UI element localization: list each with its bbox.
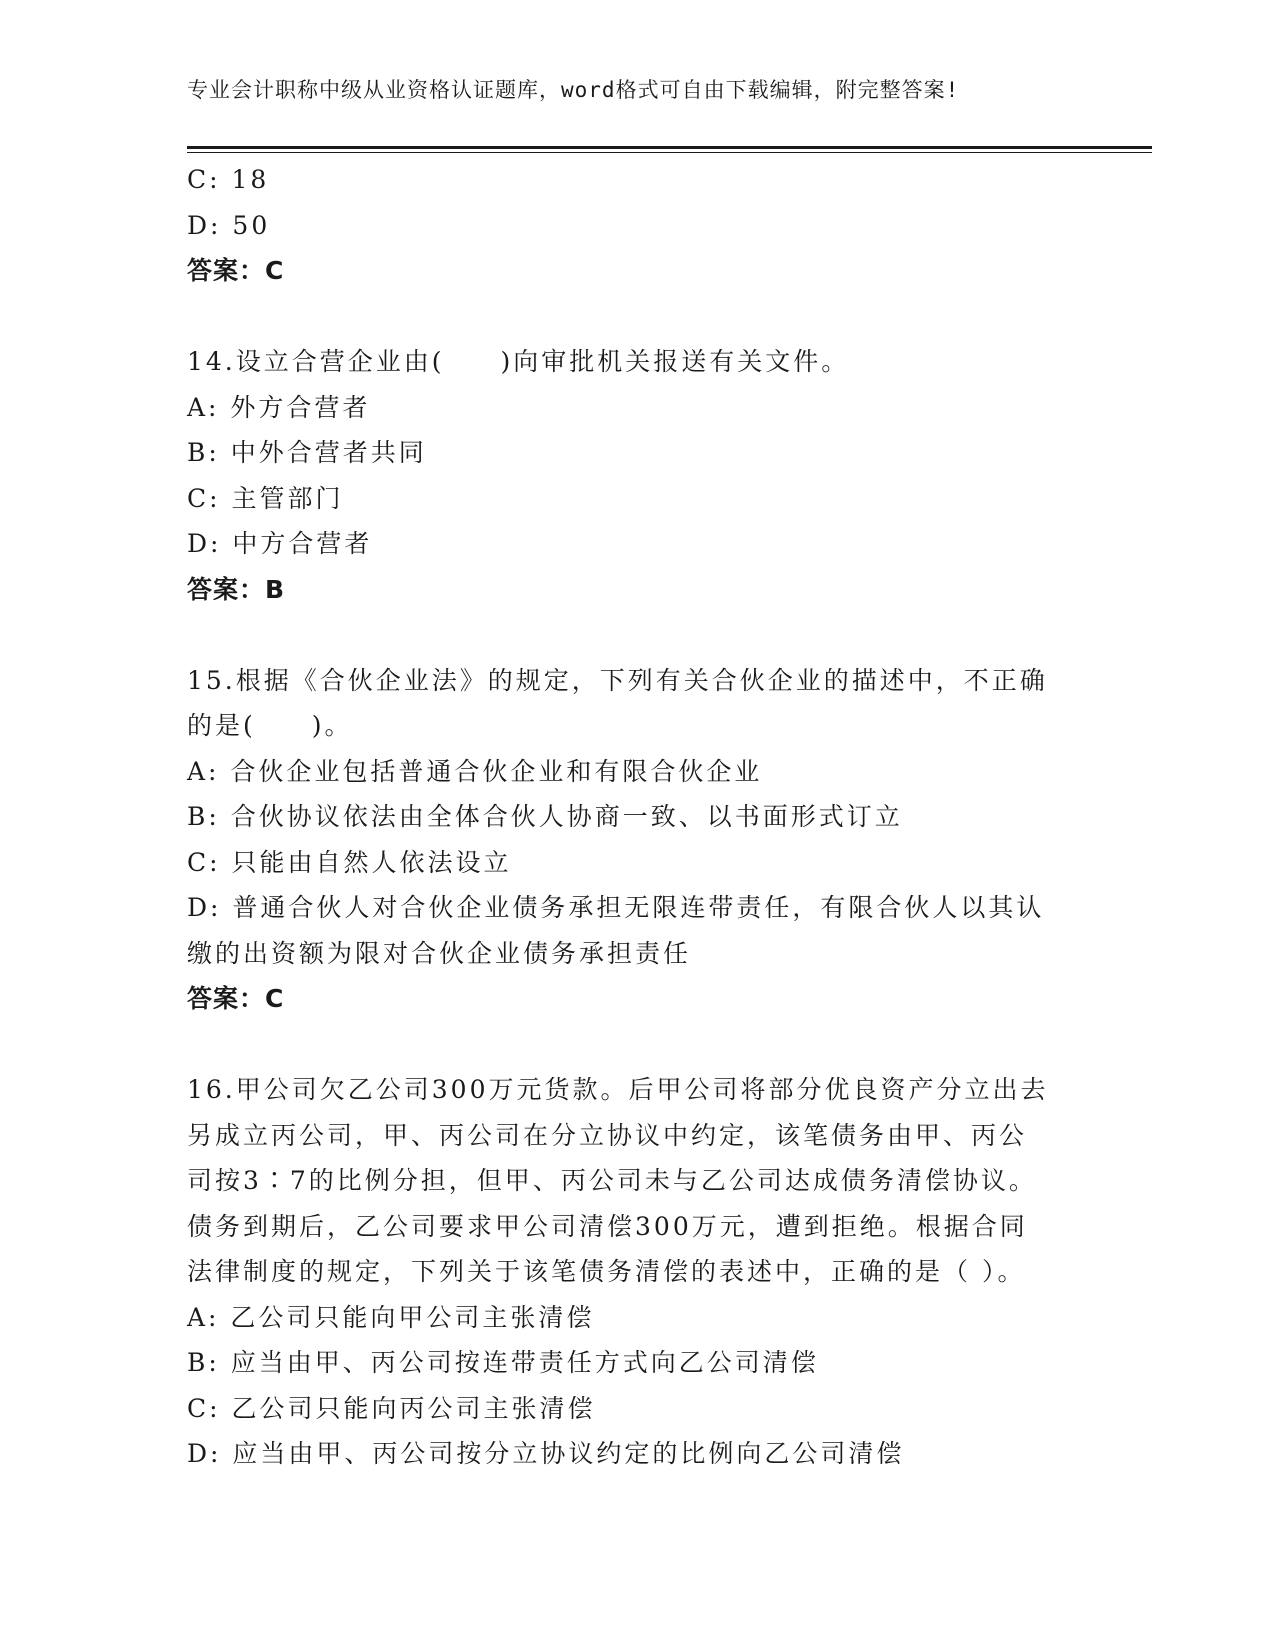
q15-option-a: A: 合伙企业包括普通合伙企业和有限合伙企业 (187, 756, 763, 786)
q14-option-b: B: 中外合营者共同 (187, 438, 427, 467)
q15-answer: 答案：C (187, 984, 285, 1013)
q13-option-c: C: 18 (187, 165, 270, 194)
q15-stem-line-1: 15.根据《合伙企业法》的规定，下列有关合伙企业的描述中，不正确 (187, 665, 1048, 695)
header-rule-thick (187, 146, 1152, 149)
q16-option-d: D: 应当由甲、丙公司按分立协议约定的比例向乙公司清偿 (187, 1439, 905, 1468)
q14-option-d: D: 中方合营者 (187, 529, 373, 558)
spacer (187, 294, 1087, 340)
q14-stem: 14.设立合营企业由( )向审批机关报送有关文件。 (187, 347, 850, 376)
q15-option-c: C: 只能由自然人依法设立 (187, 847, 512, 877)
spacer (187, 1022, 1087, 1068)
q16-stem-line-3: 司按3∶7的比例分担，但甲、丙公司未与乙公司达成债务清偿协议。 (187, 1166, 1037, 1195)
q15-option-b: B: 合伙协议依法由全体合伙人协商一致、以书面形式订立 (187, 802, 903, 831)
q13-option-d: D: 50 (187, 210, 271, 240)
q16-stem-line-2: 另成立丙公司，甲、丙公司在分立协议中约定，该笔债务由甲、丙公 (187, 1120, 1028, 1150)
question-content (187, 157, 1087, 1477)
q16-option-c: C: 乙公司只能向丙公司主张清偿 (187, 1393, 596, 1423)
spacer (187, 612, 1087, 658)
header-rule-thin (187, 152, 1152, 153)
q14-answer: 答案：B (187, 574, 286, 604)
q15-option-d-line-1: D: 普通合伙人对合伙企业债务承担无限连带责任，有限合伙人以其认 (187, 893, 1045, 922)
q15-stem-line-2: 的是( )。 (187, 711, 353, 740)
q16-stem-line-4: 债务到期后，乙公司要求甲公司清偿300万元，遭到拒绝。根据合同 (187, 1211, 1028, 1241)
q13-answer: 答案：C (187, 256, 285, 285)
q14-option-a: A: 外方合营者 (187, 392, 371, 422)
page-header: 专业会计职称中级从业资格认证题库，word格式可自由下载编辑，附完整答案! (187, 78, 960, 102)
q16-option-a: A: 乙公司只能向甲公司主张清偿 (187, 1302, 595, 1332)
q15-option-d-line-2: 缴的出资额为限对合伙企业债务承担责任 (187, 938, 692, 968)
q16-option-b: B: 应当由甲、丙公司按连带责任方式向乙公司清偿 (187, 1348, 819, 1377)
q16-stem-line-5: 法律制度的规定，下列关于该笔债务清偿的表述中，正确的是（ ）。 (187, 1257, 1026, 1286)
q16-stem-line-1: 16.甲公司欠乙公司300万元货款。后甲公司将部分优良资产分立出去 (187, 1075, 1049, 1104)
q14-option-c: C: 主管部门 (187, 483, 344, 513)
